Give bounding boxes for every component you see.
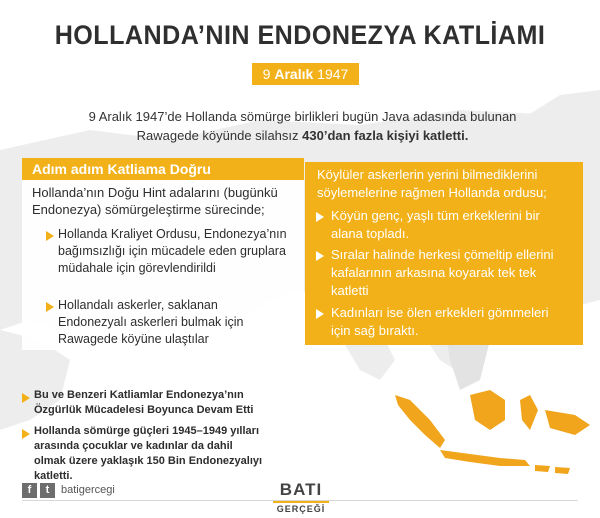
right-bullet-1: Köyün genç, yaşlı tüm erkeklerini bir alana topladı. [331,208,540,241]
triangle-bullet-icon [46,231,54,241]
date-year: 1947 [313,66,349,82]
date-day: 9 [262,66,275,82]
logo-top-text: BATI [279,480,323,499]
date-month: Aralık [274,66,314,82]
left-panel-lead: Hollanda’nın Doğu Hint adalarını (bugünkü Endonezya) sömürgeleştirme sürecinde; [32,185,278,217]
logo-divider [273,501,329,503]
intro-text [40,107,565,145]
left-bullet-1: Hollanda Kraliyet Ordusu, Endonezya’nın bağımsızlığı için mücadele eden gruplara müdahale için görevlendirildi [58,227,287,275]
logo-bottom-text: GERÇEĞİ [276,504,326,514]
left-bullet-2: Hollandalı askerler, saklanan Endonezyalı askerleri bulmak için Rawagede köyüne ulaştılar [58,298,244,346]
social-links [22,482,115,498]
triangle-bullet-icon [316,212,324,222]
triangle-bullet-icon [46,302,54,312]
right-bullet-2: Sıralar halinde herkesi çömeltip ellerini kafalarının arkasına koyarak tek tek katletti [331,247,554,298]
triangle-bullet-icon [316,251,324,261]
left-panel-heading: Adım adım Katliama Doğru [22,158,304,180]
bottom-note-1: Bu ve Benzeri Katliamlar Endonezya’nın Özgürlük Mücadelesi Boyunca Devam Etti [34,389,254,416]
twitter-icon[interactable]: t [40,483,55,498]
brand-logo [270,480,332,518]
triangle-bullet-icon [22,429,30,439]
triangle-bullet-icon [316,309,324,319]
right-panel-lead: Köylüler askerlerin yerini bilmediklerini söylemelerine rağmen Hollanda ordusu; [317,167,547,200]
right-bullet-3: Kadınları ise ölen erkekleri gömmeleri için sağ bıraktı. [331,305,549,338]
intro-line-1: 9 Aralık 1947’de Hollanda sömürge birlikleri bugün Java adasında bulunan [88,109,517,124]
facebook-icon[interactable]: f [22,483,37,498]
intro-line-2-regular: Rawagede köyünde silahsız [136,128,303,143]
bottom-note-2: Hollanda sömürge güçleri 1945–1949 yılları arasında çocuklar ve kadınlar da dahil olmak üzere yaklaşık 150 Bin Endonezyalıyı katletti. [34,425,263,482]
intro-line-2-bold: 430’dan fazla kişiyi katletti. [302,128,469,143]
social-handle: batigercegi [61,484,115,496]
page-title: HOLLANDA’NIN ENDONEZYA KATLİAMI [54,20,546,50]
intro-line-2 [40,126,565,145]
date-badge [252,63,359,85]
triangle-bullet-icon [22,393,30,403]
